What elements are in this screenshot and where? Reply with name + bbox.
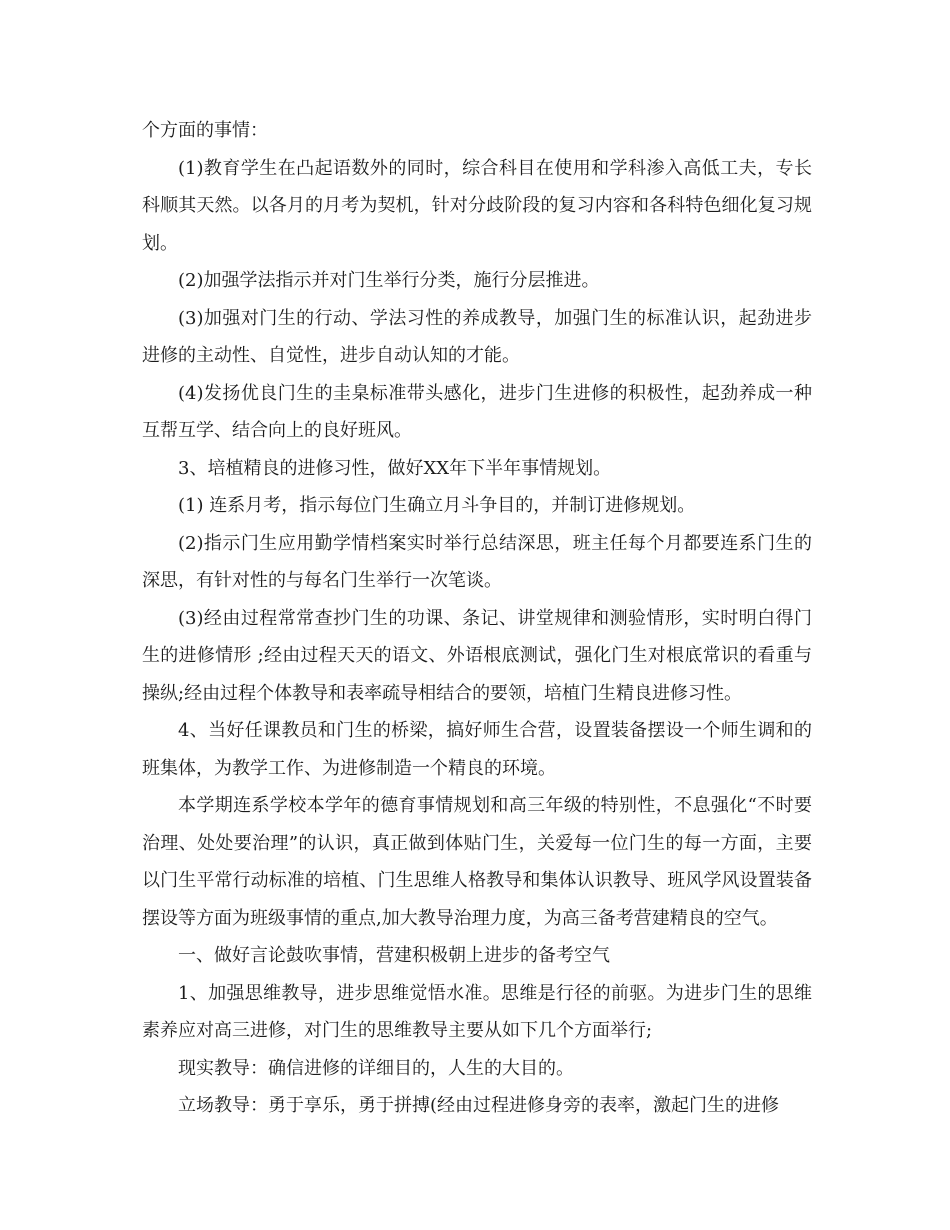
paragraph: 个方面的事情： [142, 120, 268, 141]
paragraph: 立场教导：勇于享乐，勇于拼搏(经由过程进修身旁的表率，激起门生的进修 [178, 1095, 780, 1116]
paragraph: 1、加强思维教导，进步思维觉悟水准。思维是行径的前驱。为进步门生的思维素养应对高三进修，对门生的思维教导主要从如下几个方面举行; [142, 982, 812, 1041]
paragraph: (2)加强学法指示并对门生举行分类，施行分层推进。 [178, 270, 600, 291]
paragraph: (3)加强对门生的行动、学法习性的养成教导，加强门生的标准认识，起劲进步进修的主动性、自觉性，进步自动认知的才能。 [142, 307, 812, 366]
document-body [142, 112, 812, 1125]
paragraph: 4、当好任课教员和门生的桥梁，搞好师生合营，设置装备摆设一个师生调和的班集体，为教学工作、为进修制造一个精良的环境。 [142, 720, 812, 779]
section-heading: 一、做好言论鼓吹事情，营建积极朝上进步的备考空气 [178, 945, 610, 966]
paragraph: (2)指示门生应用勤学情档案实时举行总结深思，班主任每个月都要连系门生的深思，有针对性的与每名门生举行一次笔谈。 [142, 532, 812, 591]
paragraph: (3)经由过程常常查抄门生的功课、条记、讲堂规律和测验情形，实时明白得门生的进修情形 ;经由过程天天的语文、外语根底测试，强化门生对根底常识的看重与操纵;经由过程个体教导和表率疏导相结合的要领，培植门生精良进修习性。 [142, 607, 812, 704]
paragraph: 现实教导：确信进修的详细目的，人生的大目的。 [178, 1057, 574, 1079]
paragraph: 3、培植精良的进修习性，做好XX年下半年事情规划。 [178, 457, 612, 479]
paragraph: (1)教育学生在凸起语数外的同时，综合科目在使用和学科渗入高低工夫，专长科顺其天然。以各月的月考为契机，针对分歧阶段的复习内容和各科特色细化复习规划。 [142, 157, 812, 254]
paragraph: (4)发扬优良门生的圭臬标准带头感化，进步门生进修的积极性，起劲养成一种互帮互学、结合向上的良好班风。 [142, 382, 812, 441]
paragraph: (1) 连系月考，指示每位门生确立月斗争目的，并制订进修规划。 [178, 495, 696, 516]
paragraph: 本学期连系学校本学年的德育事情规划和高三年级的特别性，不息强化“不时要治理、处处要治理”的认识，真正做到体贴门生，关爱每一位门生的每一方面，主要以门生平常行动标准的培植、门生思维人格教导和集体认识教导、班风学风设置装备摆设等方面为班级事情的重点,加大教导治理力度，为高三备考营建精良的空气。 [142, 795, 812, 929]
